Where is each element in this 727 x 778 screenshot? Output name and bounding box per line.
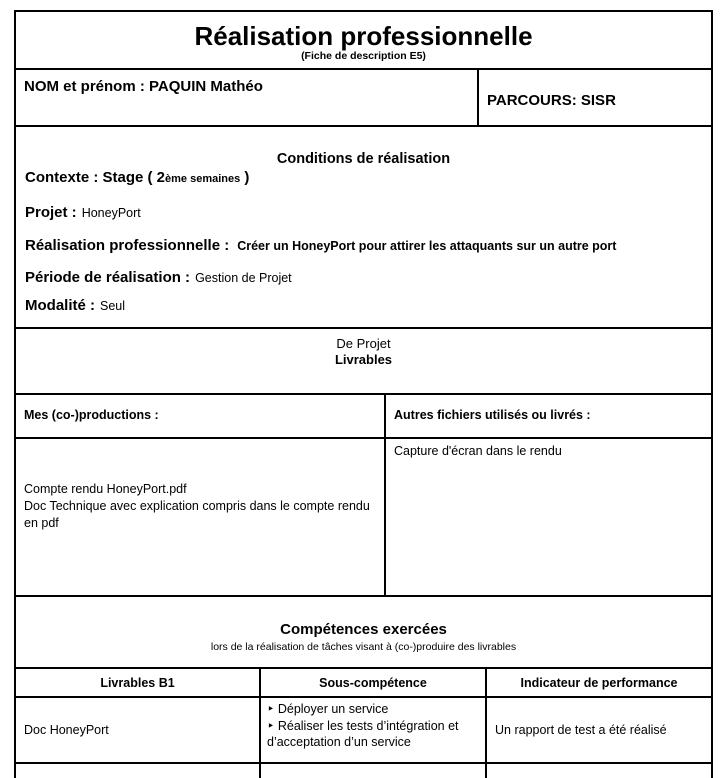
- competences-heading: Compétences exercées: [280, 621, 447, 638]
- parcours: PARCOURS: SISR: [477, 70, 711, 125]
- student-name: NOM et prénom : PAQUIN Mathéo: [24, 78, 263, 95]
- contexte-lead: Contexte : Stage ( 2: [25, 169, 166, 186]
- projet-label: Projet :: [25, 204, 77, 221]
- table-row: [16, 698, 711, 764]
- productions-left-header: Mes (co-)productions :: [24, 408, 159, 422]
- sous-competence-item: ‣ Réaliser les tests d’intégration et d’acceptation d’un service: [267, 718, 459, 749]
- livrable-cell: Doc HoneyPort: [24, 723, 109, 737]
- realisation-line: [25, 237, 702, 255]
- contexte-line: [25, 169, 702, 186]
- contexte-small: ème semaines: [165, 173, 241, 185]
- competences-subheading: lors de la réalisation de tâches visant à (co-)produire des livrables: [210, 641, 517, 653]
- competences-table-header: [16, 669, 711, 698]
- productions-body-row: [16, 439, 711, 597]
- periode-label: Période de réalisation :: [25, 269, 191, 286]
- table-row-empty: [16, 764, 711, 778]
- header-indicateur: Indicateur de performance: [485, 669, 711, 696]
- productions-left-cell: [16, 439, 384, 595]
- productions-header-row: [16, 395, 711, 439]
- contexte-tail: ): [240, 169, 250, 186]
- title-section: [16, 12, 711, 70]
- other-file-line: Capture d'écran dans le rendu: [394, 444, 562, 458]
- livrables-line1: De Projet: [336, 336, 391, 351]
- production-line: Compte rendu HoneyPort.pdf: [24, 482, 187, 496]
- periode-line: [25, 269, 702, 287]
- projet-value: HoneyPort: [81, 206, 141, 220]
- productions-right-cell: [384, 439, 711, 595]
- page-subtitle: (Fiche de description E5): [301, 50, 426, 62]
- sous-competences-cell-empty: [259, 764, 485, 778]
- livrable-cell-empty: [16, 764, 259, 778]
- header-sous-competence: Sous-compétence: [259, 669, 485, 696]
- production-line: Doc Technique avec explication compris dans le compte rendu en pdf: [24, 499, 370, 530]
- modalite-line: [25, 297, 702, 315]
- header-livrables-b1: Livrables B1: [100, 675, 175, 690]
- livrables-banner: [16, 329, 711, 395]
- livrables-line2: Livrables: [334, 352, 393, 367]
- page-title: Réalisation professionnelle: [194, 21, 533, 51]
- conditions-section: [16, 127, 711, 329]
- fiche-description-table: [14, 10, 713, 778]
- sous-competences-cell: [259, 698, 485, 762]
- periode-value: Gestion de Projet: [195, 271, 292, 285]
- indicateur-cell: Un rapport de test a été réalisé: [485, 698, 711, 762]
- indicateur-cell-empty: [485, 764, 711, 778]
- competences-banner: [16, 597, 711, 669]
- conditions-heading: Conditions de réalisation: [276, 151, 451, 167]
- realisation-label: Réalisation professionnelle :: [25, 237, 230, 254]
- modalite-value: Seul: [100, 299, 126, 313]
- productions-right-header: Autres fichiers utilisés ou livrés :: [384, 395, 711, 437]
- sous-competence-item: ‣ Déployer un service: [267, 702, 389, 716]
- identity-row: [16, 70, 711, 127]
- realisation-value: Créer un HoneyPort pour attirer les attaquants sur un autre port: [237, 239, 617, 253]
- modalite-label: Modalité :: [25, 297, 95, 314]
- projet-line: [25, 204, 702, 222]
